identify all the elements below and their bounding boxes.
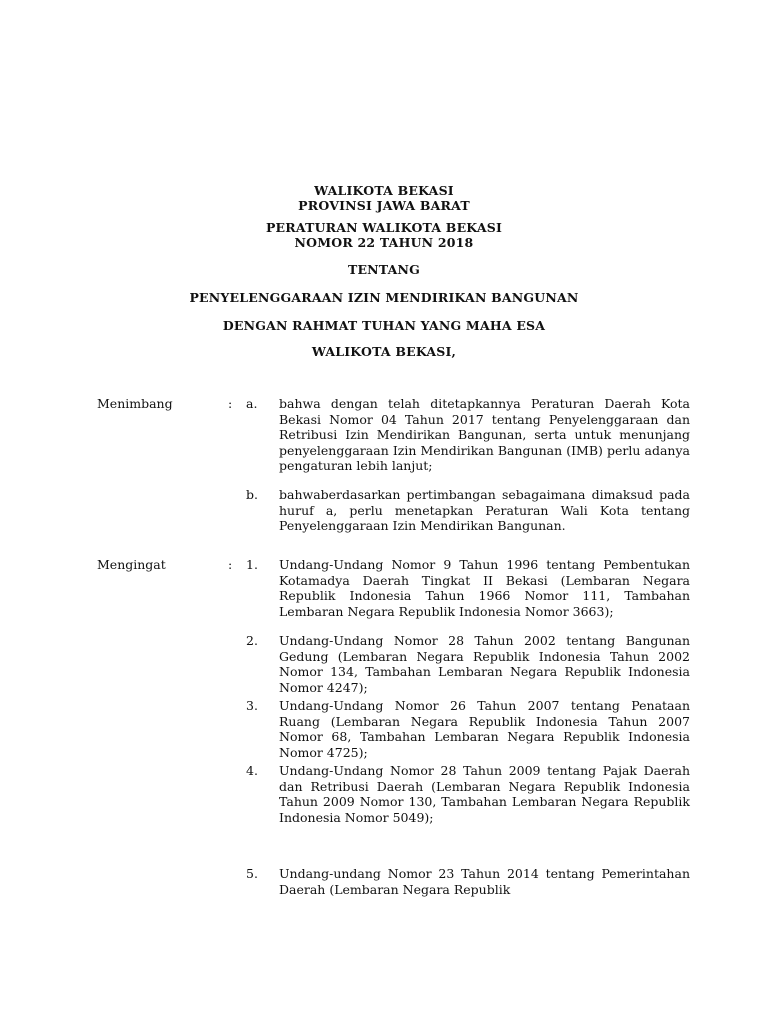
header-rahmat: DENGAN RAHMAT TUHAN YANG MAHA ESA <box>222 318 546 333</box>
item-text: Undang-undang Nomor 23 Tahun 2014 tentang Pemerintahan Daerah (Lembaran Negara Republik <box>279 866 690 897</box>
header-issuer: WALIKOTA BEKASI, <box>311 344 457 359</box>
section-colon: : <box>228 557 233 572</box>
item-text: Undang-Undang Nomor 28 Tahun 2009 tentang Pajak Daerah dan Retribusi Daerah (Lembaran Negara Republik Indonesia Tahun 2009 Nomor 130, Tambahan Lembaran Negara Republik Indonesia Nomor 5049); <box>279 763 690 825</box>
item-text: bahwa dengan telah ditetapkannya Peraturan Daerah Kota Bekasi Nomor 04 Tahun 2017 tentang Penyelenggaraan dan Retribusi Izin Mendirikan Bangunan, serta untuk menunjang penyelenggaraan Izin Mendirikan Bangunan (IMB) perlu adanya pengaturan lebih lanjut; <box>279 396 690 474</box>
item-text: Undang-Undang Nomor 26 Tahun 2007 tentang Penataan Ruang (Lembaran Negara Republik Indonesia Tahun 2007 Nomor 68, Tambahan Lembaran Negara Republik Indonesia Nomor 4725); <box>279 698 690 760</box>
item-marker: 1. <box>246 557 258 572</box>
item-text: bahwaberdasarkan pertimbangan sebagaimana dimaksud pada huruf a, perlu menetapkan Peraturan Wali Kota tentang Penyelenggaraan Izin Mendirikan Bangunan. <box>279 487 690 534</box>
item-marker: a. <box>246 396 258 411</box>
header-tentang: TENTANG <box>347 262 421 277</box>
item-marker: 5. <box>246 866 258 881</box>
header-line-nomor: NOMOR 22 TAHUN 2018 <box>294 235 474 250</box>
item-marker: b. <box>246 487 258 502</box>
item-marker: 4. <box>246 763 258 778</box>
section-label-mengingat: Mengingat <box>97 557 166 572</box>
header-subject: PENYELENGGARAAN IZIN MENDIRIKAN BANGUNAN <box>189 290 579 305</box>
section-colon: : <box>228 396 233 411</box>
header-line-provinsi: PROVINSI JAWA BARAT <box>298 198 470 213</box>
item-marker: 2. <box>246 633 258 648</box>
header-line-walikota: WALIKOTA BEKASI <box>314 183 454 198</box>
item-text: Undang-Undang Nomor 28 Tahun 2002 tentang Bangunan Gedung (Lembaran Negara Republik Indonesia Tahun 2002 Nomor 134, Tambahan Lembaran Negara Republik Indonesia Nomor 4247); <box>279 633 690 695</box>
item-text: Undang-Undang Nomor 9 Tahun 1996 tentang Pembentukan Kotamadya Daerah Tingkat II Bekasi (Lembaran Negara Republik Indonesia Tahun 1966 Nomor 111, Tambahan Lembaran Negara Republik Indonesia Nomor 3663); <box>279 557 690 619</box>
header-line-peraturan: PERATURAN WALIKOTA BEKASI <box>265 220 503 235</box>
item-marker: 3. <box>246 698 258 713</box>
section-label-menimbang: Menimbang <box>97 396 173 411</box>
